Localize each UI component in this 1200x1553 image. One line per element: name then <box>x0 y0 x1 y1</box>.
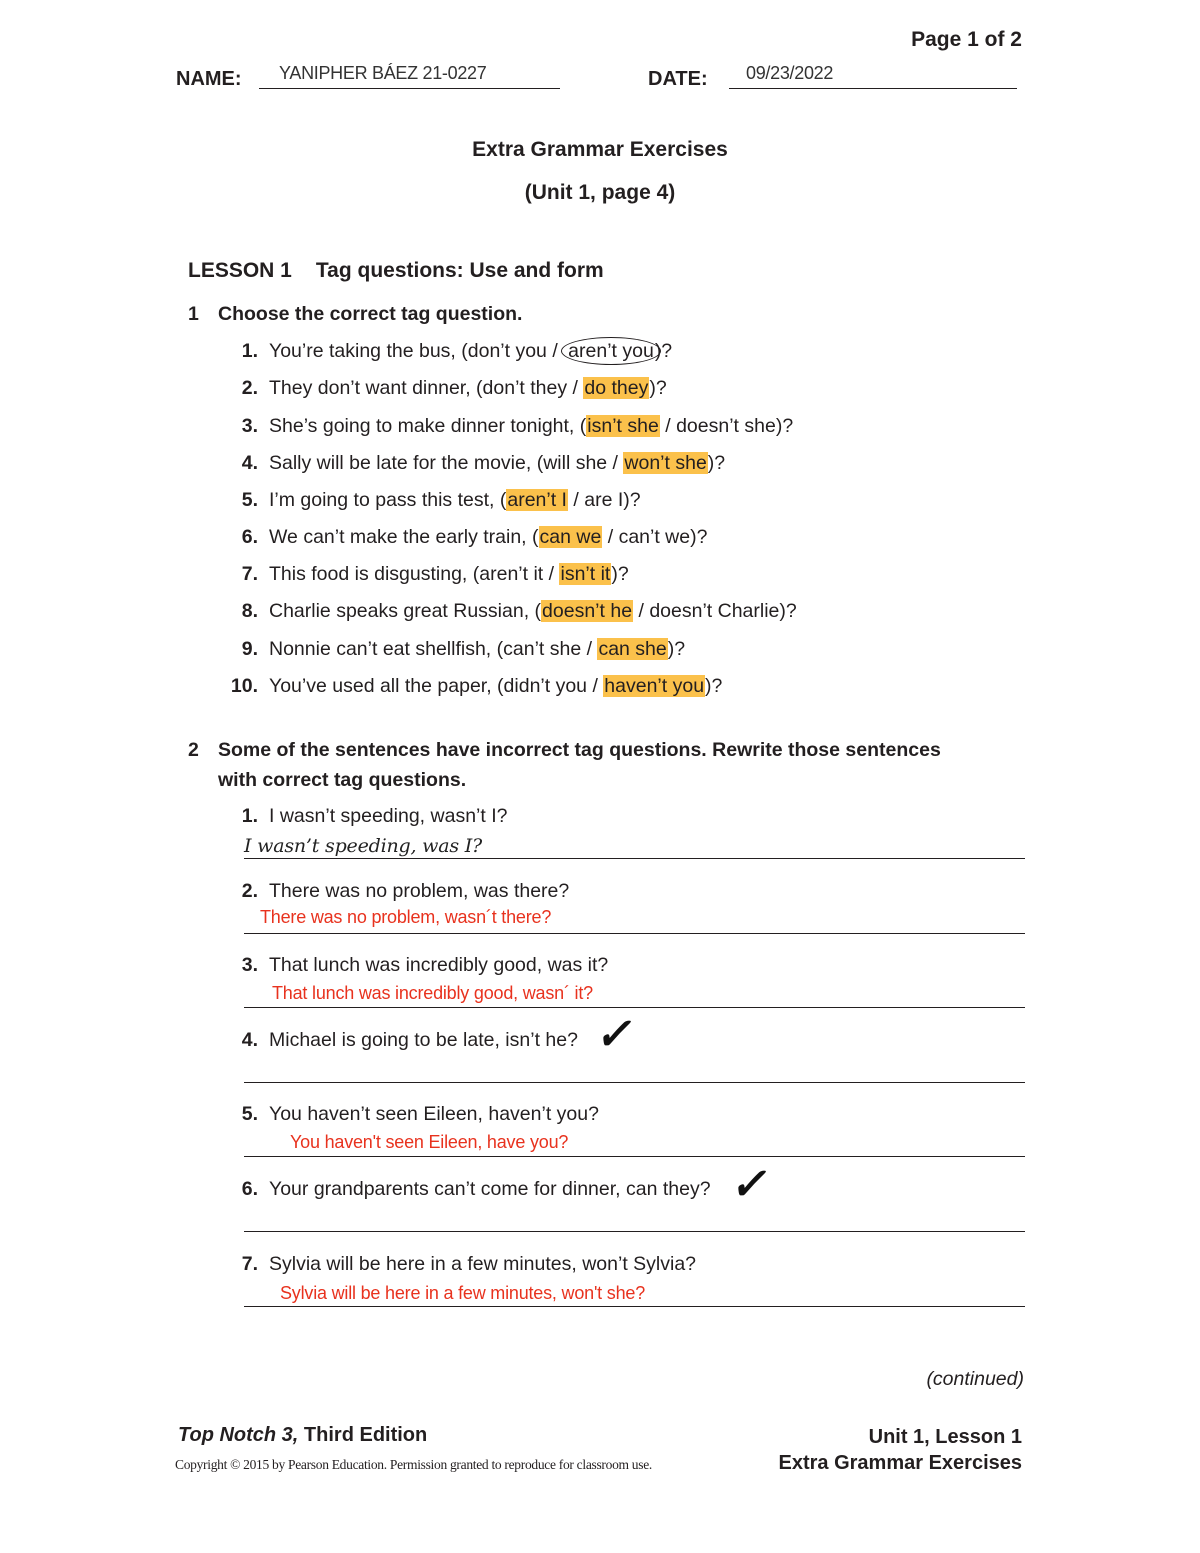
item-sentence: Michael is going to be late, isn’t he? <box>269 1029 578 1051</box>
option-separator: / <box>659 415 677 437</box>
option-separator: / <box>602 526 619 548</box>
item-number: 5. <box>241 489 258 511</box>
option-b[interactable]: haven’t you <box>604 675 705 697</box>
option-separator: / <box>546 340 564 362</box>
answer-text[interactable]: I wasn’t speeding, was I? <box>244 835 483 857</box>
item-number: 10. <box>230 675 258 697</box>
item-sentence <box>269 675 722 697</box>
footer-edition: Third Edition <box>298 1424 428 1446</box>
exercise-1-item <box>218 413 793 439</box>
item-number: 6. <box>241 1178 258 1200</box>
option-b[interactable]: can’t we <box>618 526 691 548</box>
item-sentence <box>269 452 725 474</box>
item-number: 6. <box>241 526 258 548</box>
option-a[interactable]: don’t they <box>482 377 568 399</box>
item-number: 5. <box>241 1103 258 1125</box>
item-sentence <box>269 526 707 548</box>
item-sentence: There was no problem, was there? <box>269 880 570 902</box>
option-b[interactable]: are I <box>584 489 624 511</box>
exercise-2-instruction-line1: Some of the sentences have incorrect tag questions. Rewrite those sentences <box>218 739 941 761</box>
item-stem: We can’t make the early train, ( <box>269 526 539 548</box>
answer-text[interactable]: That lunch was incredibly good, wasn´ it? <box>272 983 593 1003</box>
exercise-2-item <box>218 1251 696 1277</box>
exercise-1-number: 1 <box>188 303 199 325</box>
item-end: )? <box>649 377 667 399</box>
item-sentence: I wasn’t speeding, wasn’t I? <box>269 805 508 827</box>
exercise-1-item <box>218 561 629 587</box>
item-end: )? <box>667 638 686 660</box>
answer-line[interactable] <box>244 1082 1025 1083</box>
page-title: Extra Grammar Exercises <box>472 138 728 161</box>
option-separator: / <box>581 638 598 660</box>
exercise-1-item <box>218 673 722 699</box>
item-sentence <box>269 377 667 399</box>
option-separator: / <box>567 377 584 399</box>
exercise-2-item <box>218 878 569 904</box>
option-b[interactable]: do they <box>584 377 649 399</box>
item-sentence <box>269 489 641 511</box>
item-number: 3. <box>241 415 258 437</box>
exercise-1-instruction: Choose the correct tag question. <box>218 303 523 325</box>
item-number: 1. <box>241 340 258 362</box>
answer-line[interactable] <box>244 1156 1025 1157</box>
item-stem: I’m going to pass this test, ( <box>269 489 507 511</box>
footer-unit-lesson: Unit 1, Lesson 1 <box>868 1426 1022 1448</box>
item-end: )? <box>775 415 794 437</box>
item-sentence: Sylvia will be here in a few minutes, won’t Sylvia? <box>269 1253 697 1275</box>
item-number: 7. <box>241 1253 258 1275</box>
item-sentence: That lunch was incredibly good, was it? <box>269 954 609 976</box>
item-stem: Nonnie can’t eat shellfish, ( <box>269 638 504 660</box>
item-end: )? <box>623 489 641 511</box>
name-field[interactable]: YANIPHER BÁEZ 21-0227 <box>279 63 487 83</box>
option-b[interactable]: can she <box>598 638 667 660</box>
item-stem: Charlie speaks great Russian, ( <box>269 600 542 622</box>
option-a[interactable]: doesn’t he <box>542 600 633 622</box>
item-stem: They don’t want dinner, ( <box>269 377 483 399</box>
item-stem: You’re taking the bus, ( <box>269 340 468 362</box>
lesson-topic: Tag questions: Use and form <box>315 259 604 282</box>
option-b[interactable]: doesn’t she <box>676 415 776 437</box>
item-number: 1. <box>241 805 258 827</box>
item-number: 7. <box>241 563 258 585</box>
option-separator: / <box>633 600 650 622</box>
footer-copyright: Copyright © 2015 by Pearson Education. Permission granted to reproduce for classroom use. <box>175 1457 652 1472</box>
option-a[interactable]: aren’t it <box>479 563 544 585</box>
item-sentence: You haven’t seen Eileen, haven’t you? <box>269 1103 599 1125</box>
option-a[interactable]: will she <box>543 452 608 474</box>
item-sentence <box>269 563 629 585</box>
answer-line[interactable] <box>244 1306 1025 1307</box>
exercise-1-item <box>218 524 707 550</box>
item-number: 4. <box>241 1029 258 1051</box>
item-number: 2. <box>241 880 258 902</box>
option-a[interactable]: don’t you <box>467 340 547 362</box>
option-b[interactable]: isn’t it <box>560 563 611 585</box>
exercise-1-item <box>218 598 797 624</box>
lesson-heading <box>188 259 604 283</box>
item-end: )? <box>705 675 723 697</box>
exercise-1-heading <box>188 299 1048 329</box>
item-stem: This food is disgusting, ( <box>269 563 480 585</box>
option-separator: / <box>543 563 560 585</box>
exercise-1-item <box>218 450 725 476</box>
item-sentence <box>269 415 793 437</box>
option-separator: / <box>607 452 624 474</box>
item-stem: You’ve used all the paper, ( <box>269 675 504 697</box>
continued-note: (continued) <box>926 1368 1024 1390</box>
item-end: )? <box>779 600 797 622</box>
item-end: )? <box>690 526 708 548</box>
lesson-number: LESSON 1 <box>188 259 292 282</box>
footer-book <box>178 1424 427 1447</box>
answer-text[interactable]: There was no problem, wasn´t there? <box>260 907 552 927</box>
exercise-1-item <box>218 636 685 662</box>
option-separator: / <box>587 675 604 697</box>
answer-line[interactable] <box>244 858 1025 859</box>
option-b[interactable]: aren’t you <box>561 337 661 365</box>
option-b[interactable]: doesn’t Charlie <box>649 600 780 622</box>
item-number: 8. <box>241 600 258 622</box>
exercise-2-item <box>218 1027 578 1053</box>
footer-book-title: Top Notch 3, <box>178 1424 299 1446</box>
page-subtitle: (Unit 1, page 4) <box>524 181 676 204</box>
answer-line[interactable] <box>244 1007 1025 1008</box>
date-label: DATE: <box>648 68 708 90</box>
item-number: 4. <box>241 452 258 474</box>
checkmark-icon: ✓ <box>592 1010 641 1059</box>
exercise-1-item <box>218 487 641 513</box>
item-end: )? <box>654 340 673 362</box>
option-a[interactable]: isn’t she <box>587 415 659 437</box>
exercise-1-item <box>218 338 672 364</box>
exercise-2-instruction-line2: with correct tag questions. <box>218 769 467 791</box>
item-sentence <box>269 340 672 362</box>
exercise-1-item <box>218 375 667 401</box>
exercise-2-item <box>218 1101 599 1127</box>
item-end: )? <box>707 452 726 474</box>
item-number: 9. <box>241 638 258 660</box>
date-underline <box>729 88 1017 89</box>
exercise-2-heading <box>188 735 1048 795</box>
exercise-2-number: 2 <box>188 739 199 761</box>
answer-text[interactable]: Sylvia will be here in a few minutes, won't she? <box>280 1283 646 1303</box>
date-field[interactable]: 09/23/2022 <box>746 63 834 83</box>
option-separator: / <box>567 489 585 511</box>
answer-text[interactable]: You haven't seen Eileen, have you? <box>290 1132 569 1152</box>
checkmark-icon: ✓ <box>727 1160 776 1209</box>
item-sentence: Your grandparents can’t come for dinner, can they? <box>269 1178 711 1200</box>
item-end: )? <box>611 563 629 585</box>
item-stem: She’s going to make dinner tonight, ( <box>269 415 587 437</box>
item-sentence <box>269 600 797 622</box>
option-a[interactable]: didn’t you <box>503 675 588 697</box>
option-b[interactable]: won’t she <box>624 452 707 474</box>
footer-unit <box>779 1424 1023 1476</box>
item-number: 2. <box>241 377 258 399</box>
item-number: 3. <box>241 954 258 976</box>
item-sentence <box>269 638 685 660</box>
option-a[interactable]: aren’t I <box>507 489 567 511</box>
option-a[interactable]: can we <box>539 526 602 548</box>
exercise-2-item <box>218 803 507 829</box>
answer-line[interactable] <box>244 933 1025 934</box>
answer-line[interactable] <box>244 1231 1025 1232</box>
footer-section: Extra Grammar Exercises <box>778 1452 1022 1474</box>
name-label: NAME: <box>176 68 242 90</box>
option-a[interactable]: can’t she <box>503 638 582 660</box>
exercise-2-item <box>218 952 608 978</box>
page-number: Page 1 of 2 <box>911 28 1022 51</box>
exercise-2-item <box>218 1176 711 1202</box>
name-underline <box>259 88 560 89</box>
item-stem: Sally will be late for the movie, ( <box>269 452 544 474</box>
